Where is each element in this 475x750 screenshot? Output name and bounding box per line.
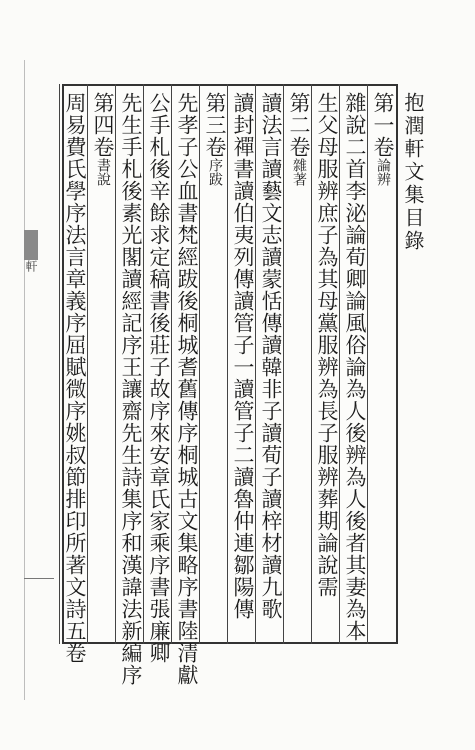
toc-entry: 葬期論 bbox=[315, 488, 339, 554]
toc-entry: 讀蒙恬傳 bbox=[259, 246, 283, 334]
toc-entry: 李泌論 bbox=[343, 180, 367, 246]
toc-entry: 來安章氏家乘序 bbox=[147, 422, 171, 576]
toc-column bbox=[312, 92, 342, 640]
toc-entry: 書陸清獻 bbox=[175, 598, 199, 686]
chapter-title: 第三卷 bbox=[203, 92, 227, 158]
toc-entry: 荀卿論 bbox=[343, 246, 367, 312]
toc-entry: 周易費氏學序 bbox=[63, 92, 87, 224]
toc-entry: 素光閣讀經記序 bbox=[119, 202, 143, 356]
toc-entry: 說需 bbox=[315, 554, 339, 598]
toc-entry: 屈賦微序 bbox=[63, 334, 87, 422]
toc-column bbox=[60, 92, 90, 664]
toc-entry: 為長子服辨 bbox=[315, 378, 339, 488]
chapter-heading bbox=[368, 92, 398, 640]
fold-mark bbox=[24, 230, 38, 260]
toc-entry: 書張廉卿 bbox=[147, 576, 171, 664]
toc-entry: 桐城古文集略序 bbox=[175, 444, 199, 598]
toc-column bbox=[144, 92, 174, 664]
toc-entry: 雜說二首 bbox=[343, 92, 367, 180]
toc-entry: 為人後辨 bbox=[343, 378, 367, 466]
toc-entry: 為人後者其妻為本 bbox=[343, 466, 367, 642]
toc-entry: 庶子為其母黨服辨 bbox=[315, 202, 339, 378]
toc-column bbox=[116, 92, 146, 686]
toc-entry: 先孝子公血書梵經跋後 bbox=[175, 92, 199, 312]
chapter-title: 第四卷 bbox=[91, 92, 115, 158]
chapter-category: 論辨 bbox=[375, 158, 391, 186]
toc-entry: 風俗論 bbox=[343, 312, 367, 378]
toc-entry: 讀梓材 bbox=[259, 488, 283, 554]
edge-tick-mark bbox=[24, 578, 54, 579]
toc-entry: 和漢諱法新編序 bbox=[119, 532, 143, 686]
toc-entry: 讀管子二 bbox=[231, 378, 255, 466]
toc-entry: 生父母服辨 bbox=[315, 92, 339, 202]
chapter-title: 第二卷 bbox=[287, 92, 311, 158]
fold-label: 軒 bbox=[24, 260, 38, 272]
chapter-category: 書說 bbox=[95, 158, 111, 186]
toc-entry: 桐城耆舊傳序 bbox=[175, 312, 199, 444]
toc-entry: 讀管子一 bbox=[231, 290, 255, 378]
toc-entry: 讀魯仲連鄒陽傳 bbox=[231, 466, 255, 620]
chapter-heading bbox=[200, 92, 230, 640]
book-title: 抱潤軒文集目錄 bbox=[401, 92, 425, 253]
toc-entry: 讀伯夷列傳 bbox=[231, 180, 255, 290]
toc-entry: 法言章義序 bbox=[63, 224, 87, 334]
page-edge-line bbox=[24, 60, 25, 700]
toc-entry: 讀法言 bbox=[259, 92, 283, 158]
toc-entry: 讀荀子 bbox=[259, 422, 283, 488]
chapter-title: 第一卷 bbox=[371, 92, 395, 158]
toc-entry: 讀封禪書 bbox=[231, 92, 255, 180]
toc-entry: 讀韓非子 bbox=[259, 334, 283, 422]
chapter-heading bbox=[88, 92, 118, 640]
toc-column bbox=[172, 92, 202, 686]
toc-entry: 王讓齋先生詩集序 bbox=[119, 356, 143, 532]
toc-column bbox=[256, 92, 286, 640]
toc-entry: 莊子故序 bbox=[147, 334, 171, 422]
toc-entry: 辛餘求定稿書後 bbox=[147, 180, 171, 334]
toc-entry: 公手札後 bbox=[147, 92, 171, 180]
toc-entry: 讀藝文志 bbox=[259, 158, 283, 246]
toc-entry: 讀九歌 bbox=[259, 554, 283, 620]
toc-column bbox=[228, 92, 258, 640]
chapter-category: 序跋 bbox=[207, 158, 223, 186]
toc-entry: 姚叔節排印所著文詩五卷 bbox=[63, 422, 87, 664]
toc-entry: 先生手札後 bbox=[119, 92, 143, 202]
toc-column bbox=[340, 92, 370, 640]
chapter-category: 雜著 bbox=[291, 158, 307, 186]
chapter-heading bbox=[284, 92, 314, 640]
